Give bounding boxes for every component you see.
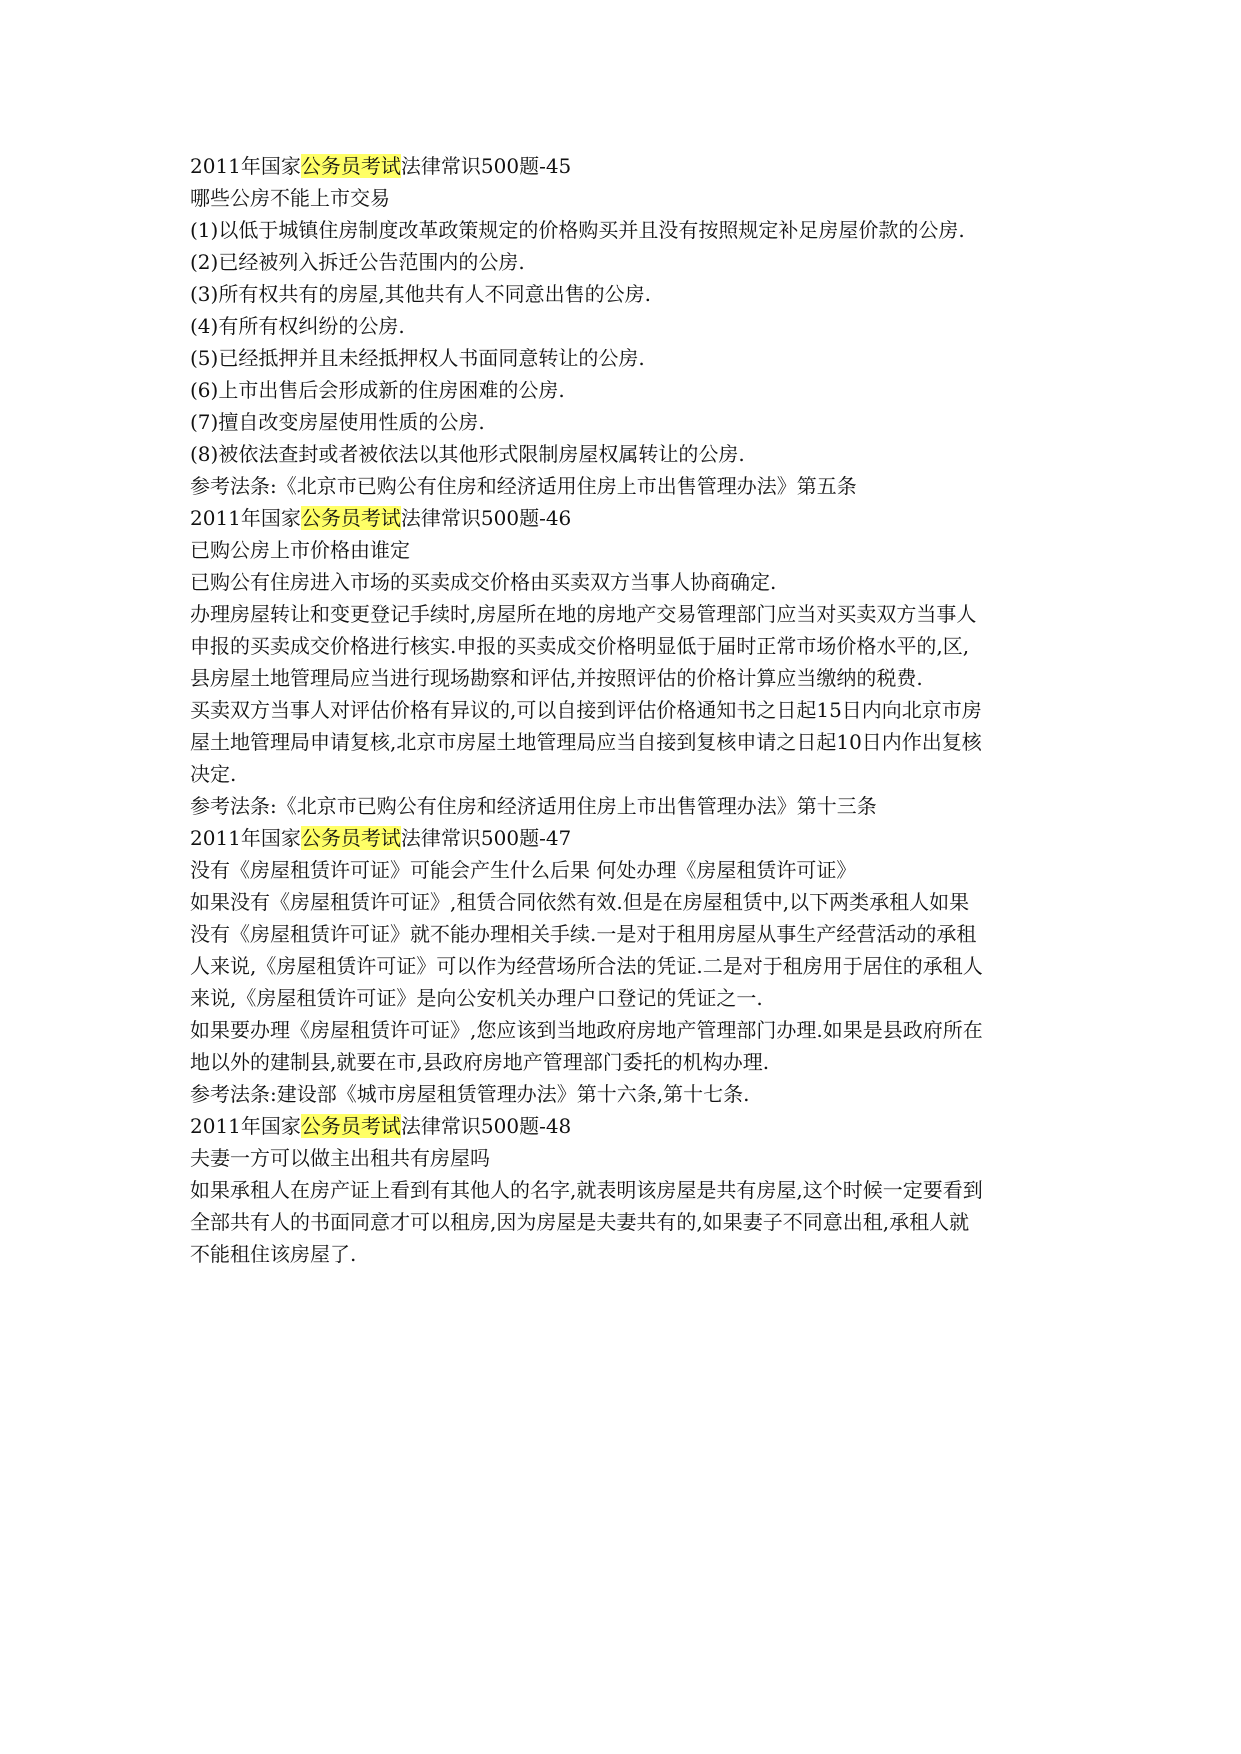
text-line: 哪些公房不能上市交易 bbox=[190, 186, 390, 210]
heading-suffix: 法律常识500题-48 bbox=[400, 1114, 572, 1138]
text-line: 办理房屋转让和变更登记手续时,房屋所在地的房地产交易管理部门应当对买卖双方当事人 bbox=[190, 602, 977, 626]
heading-prefix: 2011年国家 bbox=[190, 1114, 301, 1138]
question-heading bbox=[190, 150, 1060, 182]
document-body bbox=[190, 150, 1060, 1270]
text-line: 已购公有住房进入市场的买卖成交价格由买卖双方当事人协商确定. bbox=[190, 570, 777, 594]
text-line: 县房屋土地管理局应当进行现场勘察和评估,并按照评估的价格计算应当缴纳的税费. bbox=[190, 666, 923, 690]
highlighted-keyword: 公务员考试 bbox=[300, 154, 401, 178]
text-line: (3)所有权共有的房屋,其他共有人不同意出售的公房. bbox=[190, 282, 652, 306]
text-line: 没有《房屋租赁许可证》就不能办理相关手续.一是对于租用房屋从事生产经营活动的承租 bbox=[190, 922, 977, 946]
text-line: (4)有所有权纠纷的公房. bbox=[190, 314, 405, 338]
text-line: 没有《房屋租赁许可证》可能会产生什么后果 何处办理《房屋租赁许可证》 bbox=[190, 858, 857, 882]
heading-prefix: 2011年国家 bbox=[190, 506, 301, 530]
text-line: 如果承租人在房产证上看到有其他人的名字,就表明该房屋是共有房屋,这个时候一定要看到 bbox=[190, 1178, 983, 1202]
text-line: 来说,《房屋租赁许可证》是向公安机关办理户口登记的凭证之一. bbox=[190, 986, 763, 1010]
text-line: 地以外的建制县,就要在市,县政府房地产管理部门委托的机构办理. bbox=[190, 1050, 770, 1074]
highlighted-keyword: 公务员考试 bbox=[300, 1114, 401, 1138]
text-line: 全部共有人的书面同意才可以租房,因为房屋是夫妻共有的,如果妻子不同意出租,承租人就 bbox=[190, 1210, 970, 1234]
text-line: 夫妻一方可以做主出租共有房屋吗 bbox=[190, 1146, 490, 1170]
highlighted-keyword: 公务员考试 bbox=[300, 826, 401, 850]
question-heading bbox=[190, 822, 1060, 854]
text-line: 屋土地管理局申请复核,北京市房屋土地管理局应当自接到复核申请之日起10日内作出复核 bbox=[190, 730, 982, 754]
text-line: (8)被依法查封或者被依法以其他形式限制房屋权属转让的公房. bbox=[190, 442, 745, 466]
text-line: 申报的买卖成交价格进行核实.申报的买卖成交价格明显低于届时正常市场价格水平的,区, bbox=[190, 634, 970, 658]
text-line: 如果要办理《房屋租赁许可证》,您应该到当地政府房地产管理部门办理.如果是县政府所在 bbox=[190, 1018, 983, 1042]
text-line: 买卖双方当事人对评估价格有异议的,可以自接到评估价格通知书之日起15日内向北京市房 bbox=[190, 698, 982, 722]
heading-suffix: 法律常识500题-47 bbox=[400, 826, 572, 850]
text-line: 参考法条:建设部《城市房屋租赁管理办法》第十六条,第十七条. bbox=[190, 1082, 750, 1106]
heading-prefix: 2011年国家 bbox=[190, 154, 301, 178]
text-line: 如果没有《房屋租赁许可证》,租赁合同依然有效.但是在房屋租赁中,以下两类承租人如果 bbox=[190, 890, 970, 914]
highlighted-keyword: 公务员考试 bbox=[300, 506, 401, 530]
text-line: 决定. bbox=[190, 762, 237, 786]
text-line: 参考法条:《北京市已购公有住房和经济适用住房上市出售管理办法》第五条 bbox=[190, 474, 857, 498]
question-heading bbox=[190, 1110, 1060, 1142]
question-heading bbox=[190, 502, 1060, 534]
text-line: (6)上市出售后会形成新的住房困难的公房. bbox=[190, 378, 565, 402]
text-line: (5)已经抵押并且未经抵押权人书面同意转让的公房. bbox=[190, 346, 645, 370]
heading-suffix: 法律常识500题-46 bbox=[400, 506, 572, 530]
text-line: (7)擅自改变房屋使用性质的公房. bbox=[190, 410, 485, 434]
text-line: 参考法条:《北京市已购公有住房和经济适用住房上市出售管理办法》第十三条 bbox=[190, 794, 877, 818]
text-line: (2)已经被列入拆迁公告范围内的公房. bbox=[190, 250, 525, 274]
text-line: 已购公房上市价格由谁定 bbox=[190, 538, 410, 562]
heading-prefix: 2011年国家 bbox=[190, 826, 301, 850]
text-line: 不能租住该房屋了. bbox=[190, 1242, 357, 1266]
text-line: (1)以低于城镇住房制度改革政策规定的价格购买并且没有按照规定补足房屋价款的公房. bbox=[190, 218, 965, 242]
text-line: 人来说,《房屋租赁许可证》可以作为经营场所合法的凭证.二是对于租房用于居住的承租人 bbox=[190, 954, 983, 978]
heading-suffix: 法律常识500题-45 bbox=[400, 154, 572, 178]
